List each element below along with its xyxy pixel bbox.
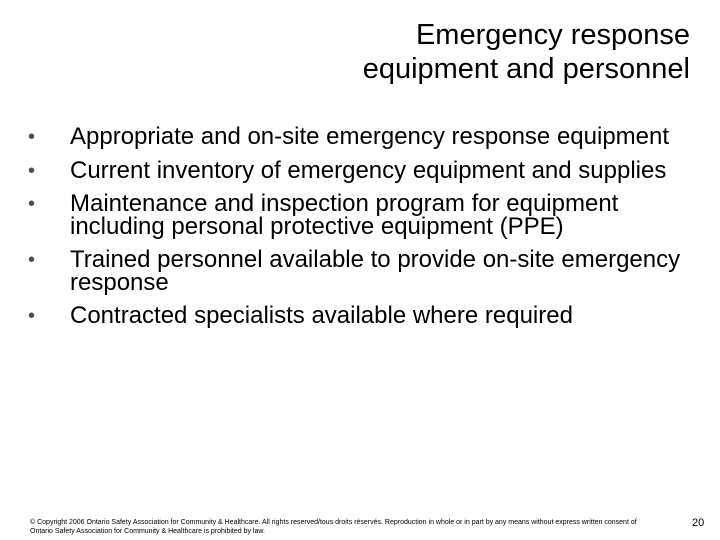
bullet-text: Contracted specialists available where required [70, 302, 573, 329]
slide-title-line-1: Emergency response [415, 19, 690, 51]
bullet-icon: • [28, 249, 36, 271]
bullet-text: Maintenance and inspection program for equipment including personal protective equipment (PPE) [70, 190, 619, 240]
bullet-text: Trained personnel available to provide on-site emergency response [70, 246, 681, 296]
bullet-item [28, 246, 688, 296]
page-number: 20 [692, 517, 705, 529]
bullet-list [28, 123, 688, 339]
bullet-item [28, 302, 688, 329]
bullet-icon: • [28, 305, 36, 327]
copyright-footer: © Copyright 2006 Ontario Safety Association for Community & Healthcare. All rights reserved/tous droits réservés. Reproduction in whole or in part by any means without express written consent of Ontario Safety Association for Community & Healthcare is prohibited by law. [30, 519, 637, 535]
bullet-icon: • [28, 159, 36, 182]
slide-title [280, 18, 690, 86]
bullet-text: Current inventory of emergency equipment and supplies [70, 156, 667, 184]
slide-title-line-2: equipment and personnel [362, 53, 690, 85]
bullet-item [28, 156, 688, 184]
bullet-icon: • [28, 193, 36, 215]
bullet-icon: • [28, 126, 36, 148]
bullet-item [28, 190, 688, 240]
bullet-text: Appropriate and on-site emergency response equipment [70, 123, 670, 150]
bullet-item [28, 123, 688, 150]
